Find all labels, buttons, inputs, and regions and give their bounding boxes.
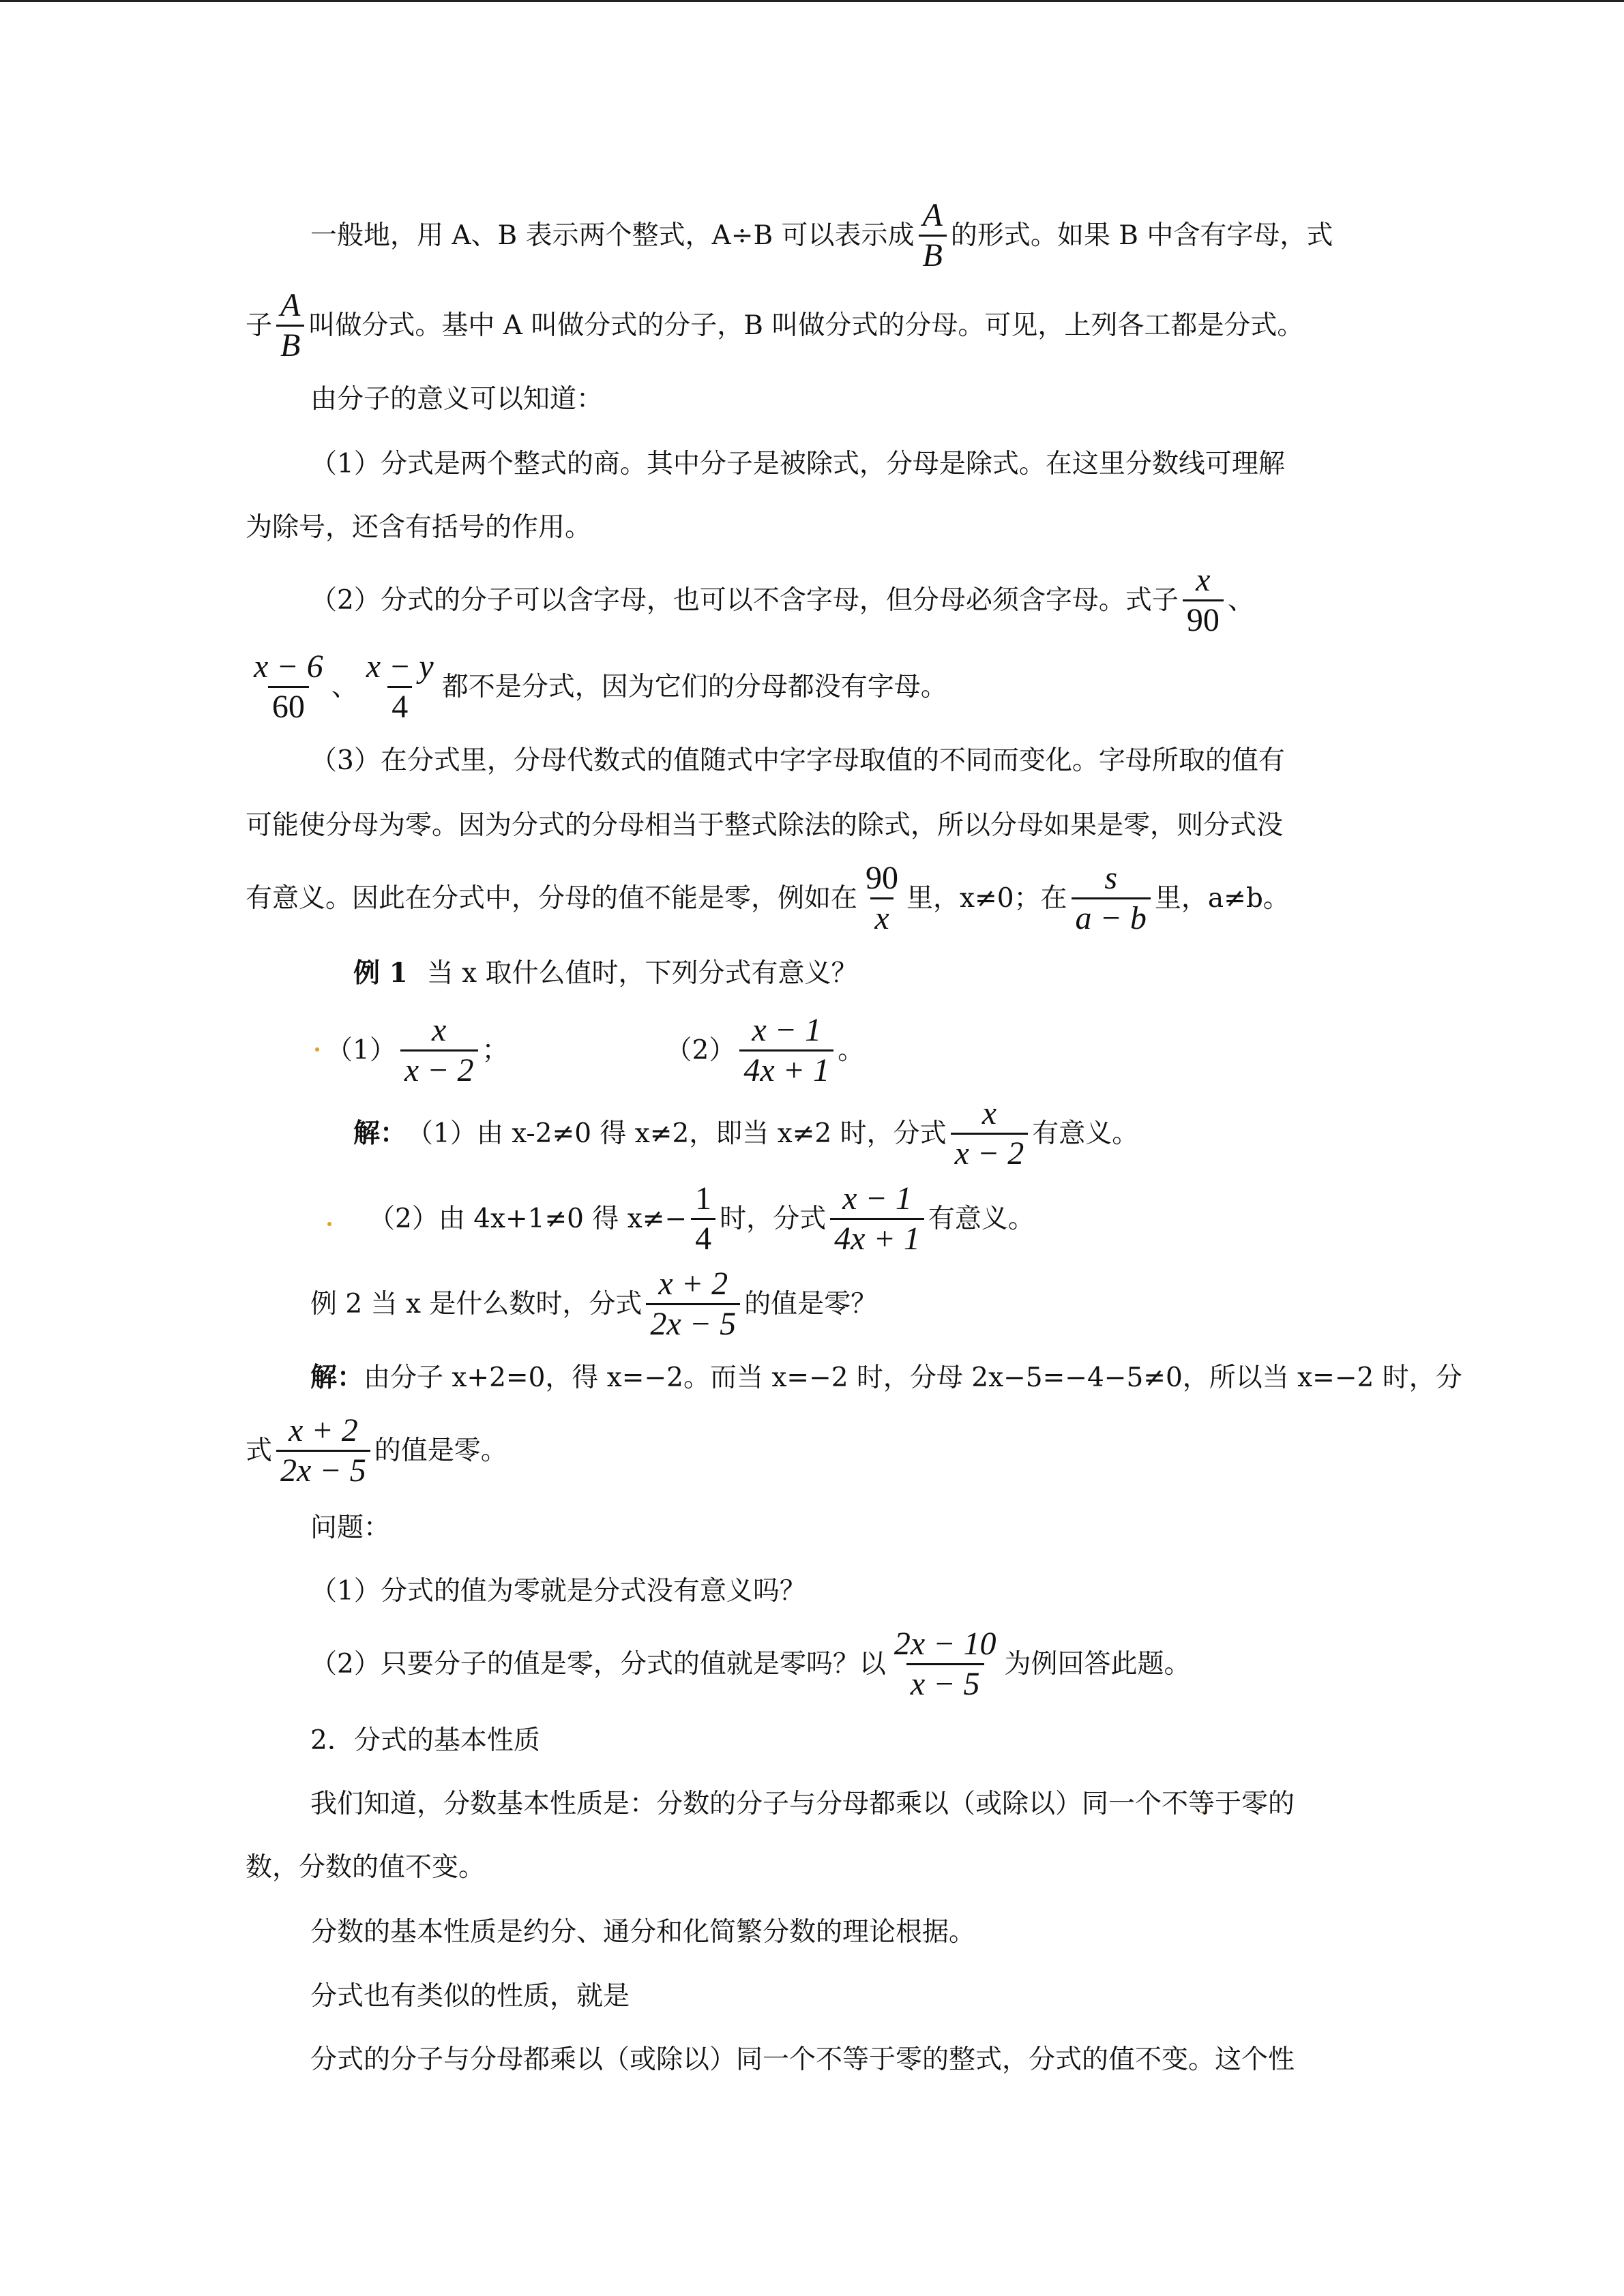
text: 分式的分子与分母都乘以（或除以）同一个不等于零的整式，分式的值不变。这个性 [310,2044,1295,2075]
text: 数，分数的值不变。 [246,1851,486,1883]
text: 有意义。 [1032,1118,1139,1149]
solution-label: 解： [310,1361,364,1393]
page-top-border [0,0,1624,2]
para-1-line-1 [310,198,1333,273]
marker-dot [315,1047,319,1052]
item-number: （1） [326,1034,396,1066]
text: 里，x≠0；在 [906,882,1067,914]
text: 有意义。 [928,1203,1035,1234]
solution-2-line-2 [246,1413,507,1488]
numerator: x [432,1011,447,1048]
solution-1-line-1 [353,1096,1138,1171]
numerator: 2x − 10 [894,1625,996,1662]
para-5-line-1 [310,723,1285,798]
numerator: x + 2 [289,1412,358,1448]
text: （2）只要分子的值是零，分式的值就是零吗？以 [310,1648,886,1680]
numerator: x − 1 [752,1011,822,1048]
fraction-x-over-x-minus-2 [400,1011,478,1088]
numerator: x + 2 [658,1265,728,1302]
question-2 [310,1626,1191,1701]
fraction-a-over-b [919,196,947,273]
solution-label: 解： [353,1117,407,1149]
denominator: 4 [691,1218,715,1255]
para-3-line-2 [246,490,591,565]
text: 分式也有类似的性质，就是 [310,1980,630,2012]
text: 分数的基本性质是约分、通分和化简繁分数的理论根据。 [310,1916,976,1948]
text: 有意义。因此在分式中，分母的值不能是零，例如在 [246,882,858,914]
fraction-1-over-4 [691,1182,715,1255]
fraction-s-over-a-minus-b [1072,859,1151,936]
numerator: x − 1 [842,1180,912,1217]
text: 叫做分式。基中 A 叫做分式的分子，B 叫做分式的分母。可见，上列各工都是分式。 [308,310,1304,341]
numerator: x − y [366,648,434,685]
text: （1）分式是两个整式的商。其中分子是被除式，分母是除式。在这里分数线可理解 [310,448,1285,479]
text: （1）由 x-2≠0 得 x≠2，即当 x≠2 时，分式 [407,1118,947,1149]
denominator: 4x + 1 [830,1218,924,1255]
text: 问题： [310,1512,391,1543]
text: 为除号，还含有括号的作用。 [246,511,592,543]
text: 一般地，用 A、B 表示两个整式，A÷B 可以表示成 [310,220,915,251]
numerator: s [1104,859,1118,896]
para-4-line-2 [246,649,947,724]
text: （1）分式的值为零就是分式没有意义吗？ [310,1575,806,1607]
para-6-line-2 [246,1830,485,1905]
fraction-x-plus-2-over-2x-minus-5 [276,1414,370,1487]
denominator: B [919,235,947,272]
text: 子 [246,310,273,341]
fraction-90-over-x [861,859,902,936]
numerator: A [922,196,943,233]
text: 里，a≠b。 [1154,882,1290,914]
solution-2-line-1 [310,1340,1462,1415]
text: 2．分式的基本性质 [310,1725,540,1756]
text: （2）分式的分子可以含字母，也可以不含字母，但分母必须含字母。式子 [310,584,1179,616]
example-1-items [326,1013,864,1088]
numerator: x [1196,561,1211,598]
fraction-x-plus-2-over-2x-minus-5 [646,1265,740,1342]
numerator: 1 [695,1180,712,1217]
denominator: 2x − 5 [646,1303,740,1341]
numerator: 90 [866,859,899,896]
fraction-x-over-x-minus-2 [951,1094,1029,1172]
fraction-x-over-90 [1183,561,1224,638]
denominator: 4 [387,686,412,724]
text: 我们知道，分数基本性质是：分数的分子与分母都乘以（或除以）同一个不等于零的 [310,1788,1295,1819]
separator: 、 [331,671,358,702]
para-2 [310,361,603,436]
text: 当 x 取什么值时，下列分式有意义？ [426,957,858,989]
fraction-x-minus-1-over-4x-plus-1 [739,1011,833,1088]
para-1-line-2 [246,288,1303,363]
example-1-heading [353,936,858,1011]
denominator: 4x + 1 [739,1049,833,1087]
separator: 、 [1227,584,1254,616]
text: 的值是零？ [744,1288,878,1320]
text: （2）由 4x+1≠0 得 x≠− [368,1203,688,1234]
text: 都不是分式，因为它们的分母都没有字母。 [441,671,947,702]
para-5-line-3 [246,861,1290,936]
fraction-2x-minus-10-over-x-minus-5 [890,1625,1001,1702]
item-number: （2） [665,1034,736,1066]
text: 例 2 当 x 是什么数时，分式 [310,1288,643,1320]
text: 的值是零。 [374,1435,507,1466]
denominator: x [870,897,893,935]
numerator: x − 6 [254,648,323,685]
text: 时，分式 [720,1203,827,1234]
solution-1-line-2 [368,1181,1035,1256]
denominator: a − b [1072,897,1151,935]
text: 的形式。如果 B 中含有字母，式 [950,220,1333,251]
fraction-a-over-b [276,286,304,363]
text: 由分子的意义可以知道： [310,383,604,415]
example-label: 例 1 [353,957,408,989]
denominator: 90 [1183,599,1224,637]
denominator: 2x − 5 [276,1450,370,1487]
denominator: x − 5 [906,1663,984,1701]
text: ； [482,1034,509,1066]
fraction-x-minus-y-over-4 [362,648,438,725]
denominator: B [276,325,304,362]
denominator: 60 [268,686,309,724]
fraction-x-minus-6-over-60 [250,648,327,725]
text: 。 [838,1034,865,1066]
denominator: x − 2 [951,1133,1029,1170]
fraction-x-minus-1-over-4x-plus-1 [830,1182,924,1255]
text: 为例回答此题。 [1004,1648,1191,1680]
text: 式 [246,1435,273,1466]
para-5-line-2 [246,788,1283,863]
text: 由分子 x+2=0，得 x=−2。而当 x=−2 时，分母 2x−5=−4−5≠0，所以当 x=−2 时，分 [364,1362,1462,1393]
question-1 [310,1553,806,1628]
numerator: x [981,1094,997,1131]
numerator: A [280,286,301,323]
example-2-heading [310,1266,877,1341]
text: （3）在分式里，分母代数式的值随式中字字母取值的不同而变化。字母所取的值有 [310,745,1285,776]
denominator: x − 2 [400,1049,478,1087]
text: 可能使分母为零。因为分式的分母相当于整式除法的除式，所以分母如果是零，则分式没 [246,809,1284,841]
para-4-line-1 [310,563,1254,638]
para-9 [310,2022,1295,2097]
marker-dot [327,1222,331,1226]
